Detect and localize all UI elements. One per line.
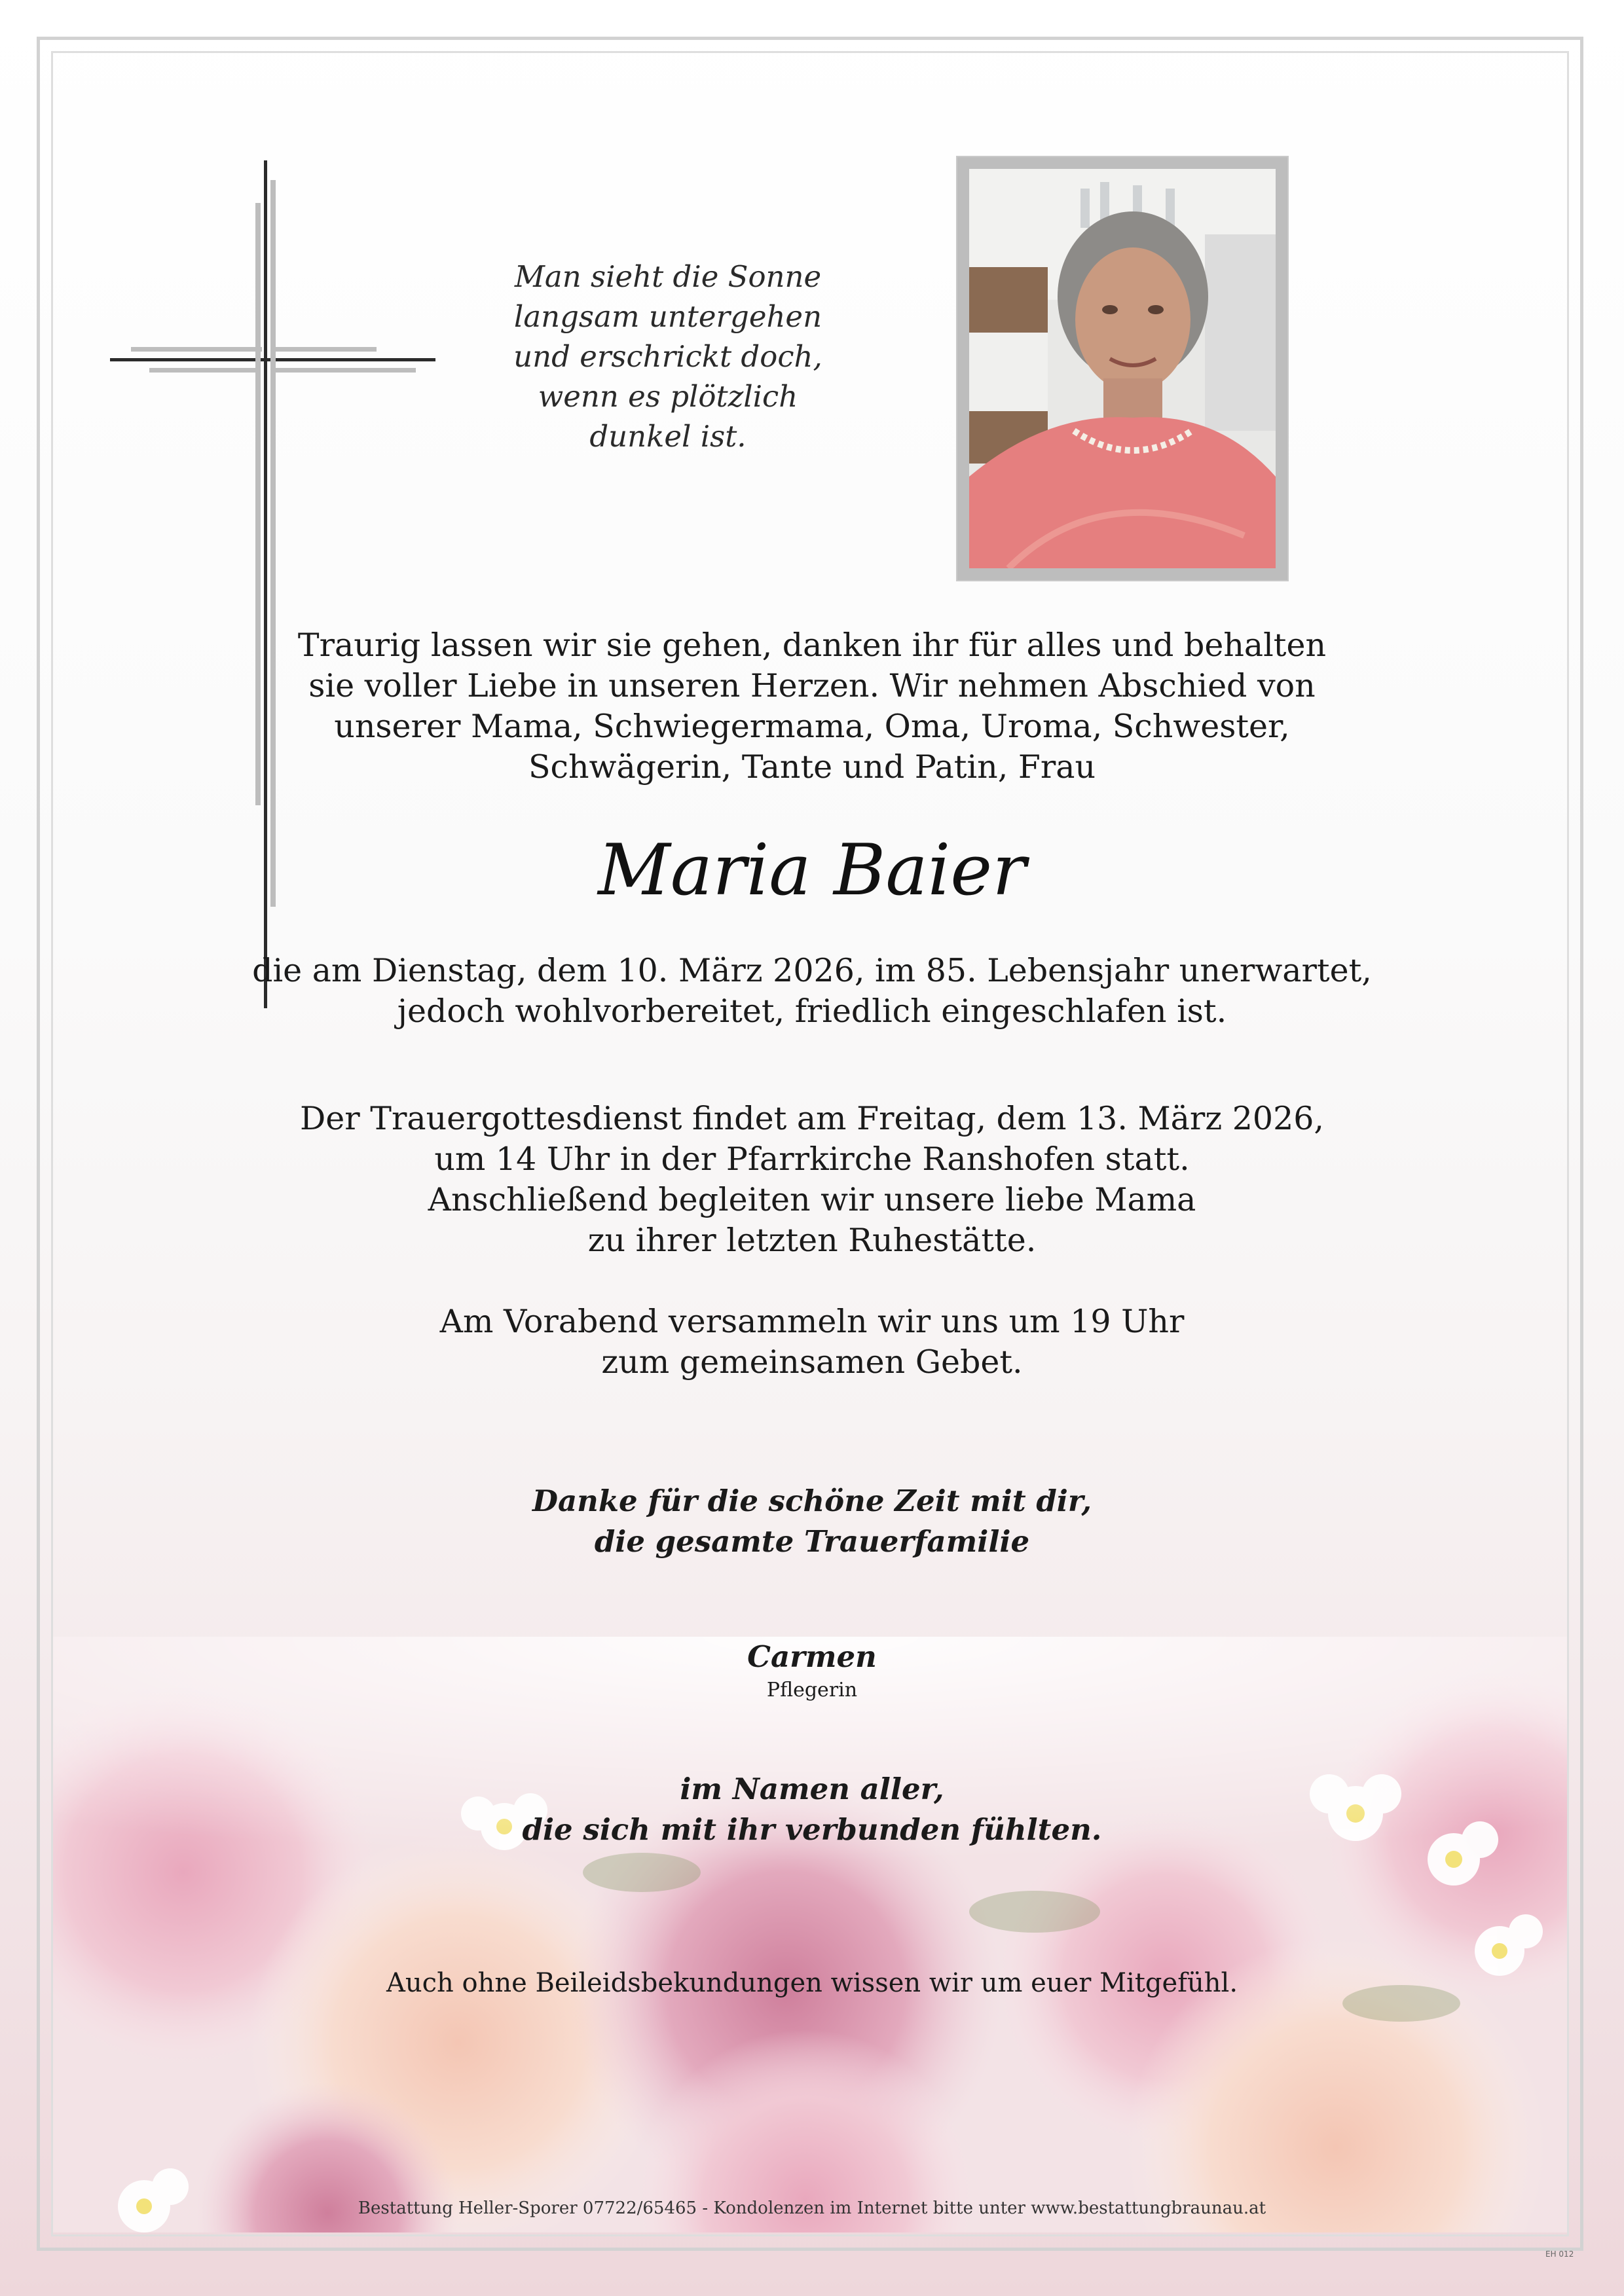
quote-line: und erschrickt doch, [513, 339, 822, 374]
evening-line: zum gemeinsamen Gebet. [601, 1343, 1023, 1381]
intro-line: unserer Mama, Schwiegermama, Oma, Uroma, Schwester, [334, 708, 1290, 745]
evening-line: Am Vorabend versammeln wir uns um 19 Uhr [439, 1303, 1185, 1340]
service-line: Anschließend begleiten wir unsere liebe Mama [428, 1181, 1196, 1218]
thanks-text [0, 1481, 1624, 1562]
template-code: EH 012 [1545, 2250, 1574, 2259]
caregiver-name [0, 1638, 1624, 1676]
portrait-photo [969, 169, 1276, 568]
caregiver-name-text: Carmen [747, 1639, 877, 1674]
intro-line: Traurig lassen wir sie gehen, danken ihr für alles und behalten [297, 627, 1327, 664]
behalf-line: im Namen aller, [680, 1772, 944, 1806]
service-text [0, 1099, 1624, 1261]
quote-line: wenn es plötzlich [538, 379, 798, 414]
death-text [0, 951, 1624, 1032]
death-line: die am Dienstag, dem 10. März 2026, im 85. Lebensjahr unerwartet, [252, 952, 1372, 989]
intro-line: Schwägerin, Tante und Patin, Frau [528, 748, 1096, 786]
no-condolences-line: Auch ohne Beileidsbekundungen wissen wir um euer Mitgefühl. [386, 1968, 1238, 1998]
footer-text [0, 2197, 1624, 2219]
service-line: um 14 Uhr in der Pfarrkirche Ranshofen statt. [434, 1140, 1190, 1178]
portrait-frame [956, 156, 1289, 581]
quote-line: langsam untergehen [513, 299, 822, 334]
death-line: jedoch wohlvorbereitet, friedlich eingeschlafen ist. [397, 993, 1227, 1030]
quote-line: dunkel ist. [589, 419, 747, 454]
thanks-line: Danke für die schöne Zeit mit dir, [532, 1484, 1092, 1518]
intro-line: sie voller Liebe in unseren Herzen. Wir nehmen Abschied von [308, 667, 1316, 704]
behalf-line: die sich mit ihr verbunden fühlten. [522, 1812, 1102, 1847]
deceased-name: Maria Baier [598, 829, 1026, 911]
footer-line: Bestattung Heller-Sporer 07722/65465 - Kondolenzen im Internet bitte unter www.bestattungbraunau.at [358, 2198, 1266, 2218]
service-line: zu ihrer letzten Ruhestätte. [587, 1222, 1037, 1259]
caregiver-role-text: Pflegerin [766, 1679, 858, 1702]
quote-line: Man sieht die Sonne [514, 259, 822, 294]
behalf-text [0, 1769, 1624, 1850]
quote [498, 257, 838, 456]
thanks-line: die gesamte Trauerfamilie [594, 1524, 1030, 1559]
caregiver-role [0, 1677, 1624, 1704]
no-condolences-text [0, 1965, 1624, 2001]
intro-text [0, 625, 1624, 788]
service-line: Der Trauergottesdienst findet am Freitag, dem 13. März 2026, [299, 1100, 1324, 1137]
evening-text [0, 1302, 1624, 1383]
